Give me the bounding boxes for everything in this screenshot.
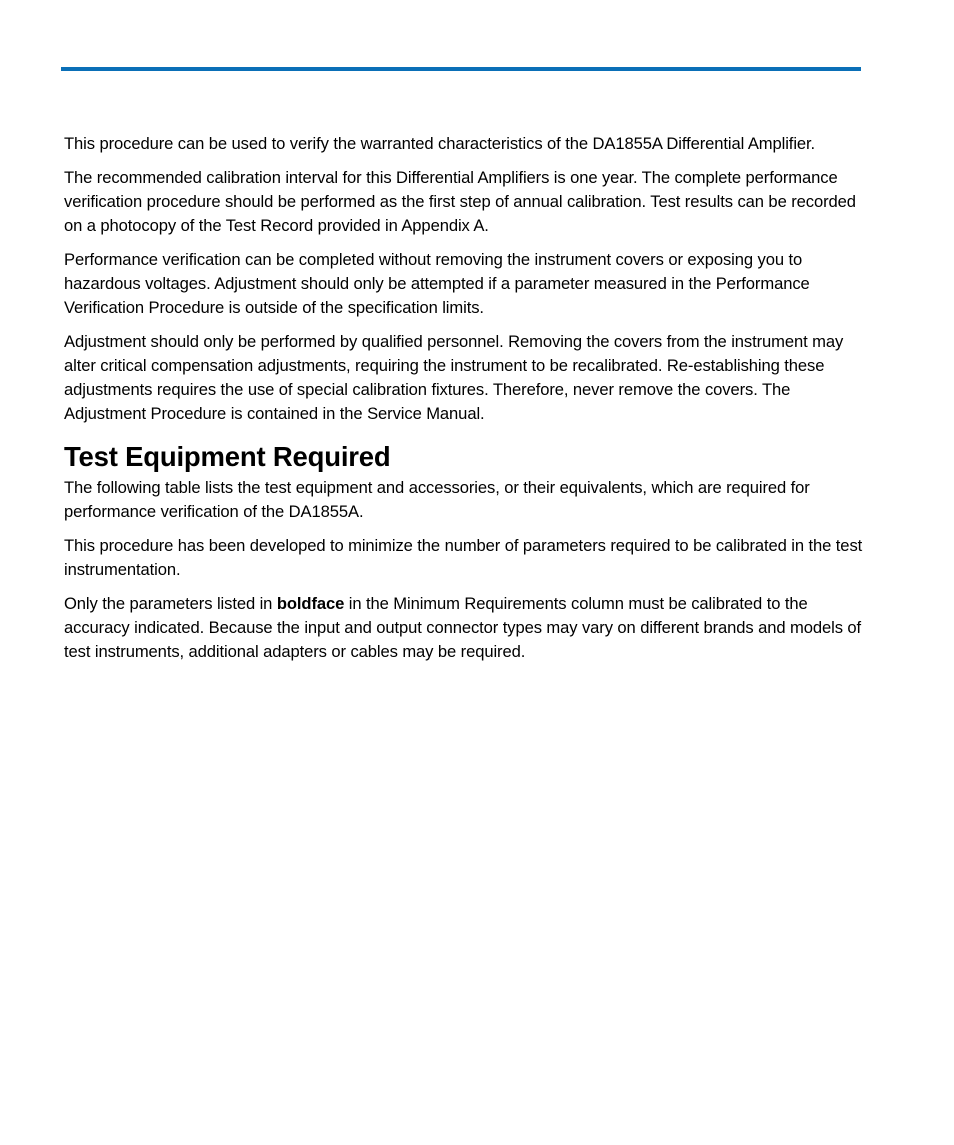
intro-paragraph-2: The recommended calibration interval for this Differential Amplifiers is one year. The complete performance verification procedure should be performed as the first step of annual calibration. Test results can be recorded on a photocopy of the Test Record provided in Appendix A. [64, 168, 856, 235]
boldface-term: boldface [276, 594, 345, 613]
section-paragraph-1: The following table lists the test equipment and accessories, or their equivalents, which are required for performance verification of the DA1855A. [64, 478, 810, 521]
intro-paragraph-1: This procedure can be used to verify the warranted characteristics of the DA1855A Differential Amplifier. [64, 134, 816, 153]
paragraph-text-after: in the Minimum Requirements column must be calibrated to the accuracy indicated. Because the input and output connector types may vary on different brands and models of test instruments, additional adapters or cables may be required. [64, 594, 862, 661]
header-rule [61, 67, 861, 71]
section-paragraph-2: This procedure has been developed to minimize the number of parameters required to be calibrated in the test instrumentation. [64, 536, 863, 579]
intro-paragraph-4: Adjustment should only be performed by qualified personnel. Removing the covers from the instrument may alter critical compensation adjustments, requiring the instrument to be recalibrated. Re-establishing these adjustments requires the use of special calibration fixtures. Therefore, never remove the covers. The Adjustment Procedure is contained in the Service Manual. [64, 332, 844, 423]
section-paragraph-3 [64, 592, 864, 664]
paragraph-text-before: Only the parameters listed in [64, 594, 277, 613]
section-heading: Test Equipment Required [64, 441, 391, 472]
document-body [64, 132, 864, 674]
intro-paragraph-3: Performance verification can be completed without removing the instrument covers or exposing you to hazardous voltages. Adjustment should only be attempted if a parameter measured in the Performance Verification Procedure is outside of the specification limits. [64, 250, 810, 317]
